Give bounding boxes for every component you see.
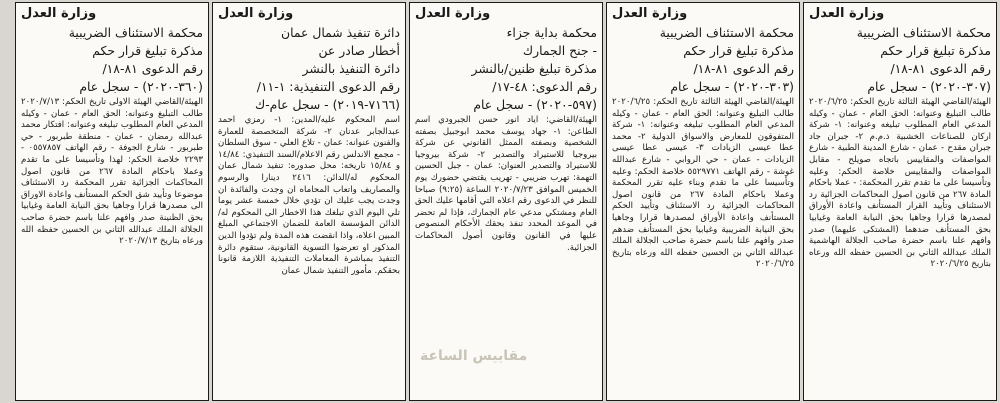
notice-tax-appeal-303 (606, 2, 800, 401)
court-line: مذكرة تبليغ قرار حكم (683, 43, 794, 58)
court-line: دائرة التنفيذ بالنشر (302, 61, 400, 76)
court-line: رقم الدعوى ٨١-١٨/ (102, 61, 203, 76)
court-line: محكمة بداية جزاء (506, 25, 597, 40)
court-line: مذكرة تبليغ قرار حكم (92, 43, 203, 58)
ministry-heading: وزارة العدل (218, 6, 294, 21)
court-line: (٥٩٧-٢٠٢٠) - سجل عام (473, 97, 597, 112)
court-line: - جنح الجمارك (522, 43, 597, 58)
court-line: أخطار صادر عن (318, 43, 400, 58)
court-line: رقم الدعوى ٨١-١٨/ (693, 61, 794, 76)
notice-tax-appeal-307 (803, 2, 997, 401)
notice-customs-misdemeanor (409, 2, 603, 401)
court-line: رقم الدعوى: ٤٨-١٧/ (492, 79, 597, 94)
watermark: مقاييس الساعة (420, 348, 528, 364)
notice-body: الهيئة/القاضي الهيئة الثالثة تاريخ الحكم: ٢٠٢٠/٦/٢٥ طالب التبليغ وعنوانه: الحق العام - عمان - وكيله المدعي العام المطلوب تبليغه وعنوانه: ١- شركة المتفوقون للمعارض والاسواق الدولية ٢- محمد عطا عيسى الزيادات ٣- عيسى عطا عيسى الزيادات - عمان - حي الروابي - شارع عبدالله غوشة - رقم الهاتف ٥٥٢٩٧٧١ خلاصة الحكم: وعليه وتأسيسا على ما تقدم وبناء عليه تقرر المحكمة وعملا باحكام المادة ٢٦٧ من قانون اصول المحاكمات الجزائية رد الاستئناف وتأييد الحكم المستأنف واعادة الأوراق لمصدرها قرارا وجاهيا بحق النيابة الضريبية وغيابيا بحق المستأنف ضدهم صدر وافهم علنا باسم حضرة صاحب الجلالة الملك عبدالله الثاني بن الحسين حفظه الله ورعاه بتاريخ ٢٠٢٠/٦/٢٥ (612, 97, 795, 270)
court-line: (٣٠٧-٢٠٢٠) - سجل عام (867, 79, 991, 94)
court-line: (٧١٦٦-٢٠١٩) - سجل عام-ك (255, 97, 400, 112)
court-line: محكمة الاستئناف الضريبية (68, 25, 203, 40)
court-line: محكمة الاستئناف الضريبية (659, 25, 794, 40)
notice-body: الهيئة/القاضي: اياد انور حسن الجبرودي اسم الطاعن: ١- جهاد يوسف محمد ابوجبيل بصفته الشخصية وبصفته الممثل القانوني عن شركة بيروجيا للاستيراد والتصدير ٢- شركة بيروجيا للاستيراد والتصدير العنوان: عمان - جبل الحسين التهمة: تهرب ضريبي - تهريب يقتضي حضورك يوم الخميس الموافق ٢٠٢٠/٧/٢٣ الساعة (٩:٢٥) صباحا للنظر في الدعوى رقم اعلاه التي أقامها عليك الحق العام ومشتكي مدعي عام الجمارك، فإذا لم تحضر في الموعد المحدد تنفذ بحقك الأحكام المنصوص عليها في القانون وقانون أصول المحاكمات الجزائية. (415, 115, 598, 253)
court-line: (٣٦٠-٢٠٢٠) - سجل عام (79, 79, 203, 94)
court-line: رقم الدعوى ٨١-١٨/ (890, 61, 991, 76)
court-line: مذكرة تبليغ قرار حكم (880, 43, 991, 58)
notice-body: الهيئة/القاضي الهيئة الاولى تاريخ الحكم: ٢٠٢٠/٧/١٣ طالب التبليغ وعنوانه: الحق العام - عمان - وكيله المدعي العام المطلوب تبليغه وعنوانه: افتكار محمد عبدالله رمضان - عمان - منطقة طبربور - حي طبربور - شارع الجوفة - رقم الهاتف ٠٥٥٧٨٥٧ - ٢٢٩٣ خلاصة الحكم: لهذا وتأسيسا على ما تقدم وعملا باحكام المادة ٢٦٧ من قانون اصول المحاكمات الجزائية تقرر المحكمة رد الاستئناف موضوعا وتأييد شق الحكم المستأنف واعادة الاوراق الى مصدرها قرارا وجاهيا بحق النيابة العامة وغيابيا بحق الظنينة صدر وافهم علنا باسم حضرة صاحب الجلالة الملك عبدالله الثاني بن الحسين حفظه الله ورعاه بتاريخ ٢٠٢٠/٧/١٣ (21, 97, 203, 247)
notice-tax-appeal-360 (15, 2, 209, 401)
court-line: محكمة الاستئناف الضريبية (856, 25, 991, 40)
court-line: (٣٠٣-٢٠٢٠) - سجل عام (670, 79, 794, 94)
ministry-heading: وزارة العدل (612, 6, 688, 21)
court-line: رقم الدعوى التنفيذية: ١-١١/ (256, 79, 400, 94)
court-line: دائرة تنفيذ شمال عمان (280, 25, 400, 40)
ministry-heading: وزارة العدل (415, 6, 491, 21)
court-line: مذكرة تبليغ ظنين/بالنشر (471, 61, 597, 76)
ministry-heading: وزارة العدل (21, 6, 97, 21)
notice-body: اسم المحكوم عليه/المدين: ١- رمزي احمد عبدالجابر عدنان ٢- شركة المتخصصة للعمارة والفنون عنوانه: عمان - تلاع العلي - سوق السلطان - مجمع الاندلس رقم الاعلام/السند التنفيذي: ١٤/٨٤ و ١٥/٨٤ تاريخه: محل صدوره: تنفيذ شمال عمان المحكوم له/الدائن: ٢٤١٦ دينارا والرسوم والمصاريف واتعاب المحاماه ان وجدت والفائدة ان وجدت يجب عليك ان تؤدي خلال خمسة عشر يوما تلي اليوم الذي تبلغك هذا الاخطار الى المحكوم له/الدائن المؤسسة العامة للضمان الاجتماعي المبلغ المبين اعلاه، واذا انقضت هذه المدة ولم تؤدوا الدين المذكور او تعرضوا التسوية القانونية، ستقوم دائرة التنفيذ بمباشرة المعاملات التنفيذية اللازمة قانونا بحقكم. مأمور التنفيذ شمال عمان (218, 115, 401, 276)
notice-execution-north-amman (212, 2, 406, 401)
notice-body: الهيئة/القاضي الهيئة الثالثة تاريخ الحكم: ٢٠٢٠/٦/٢٥ طالب التبليغ وعنوانه: الحق العام - عمان - وكيله المدعي العام المطلوب تبليغه وعنوانه: ١- شركة اركان للصناعات الخشبية ذ.م.م ٢- جبران جاد جبران مقدح - عمان - شارع المدينة الطبية - شارع المواصفات والمقاييس باتجاه صويلح - مقابل المواصفات والمقاييس خلاصة الحكم: وعليه وتأسيسا على ما تقدم تقرر المحكمة: - عملا باحكام المادة ٢٦٧ من قانون اصول المحاكمات الجزائية رد الاستئناف وتأييد القرار المستأنف واعادة الأوراق لمصدرها قرارا وجاهيا بحق النيابة العامة وغيابيا بحق المستأنف ضدهما (المشتكى عليهما) صدر وافهم علنا باسم حضرة صاحب الجلالة الهاشمية الملك عبدالله الثاني بن الحسين حفظه الله ورعاه بتاريخ ٢٠٢٠/٦/٢٥ (809, 97, 992, 270)
ministry-heading: وزارة العدل (809, 6, 885, 21)
